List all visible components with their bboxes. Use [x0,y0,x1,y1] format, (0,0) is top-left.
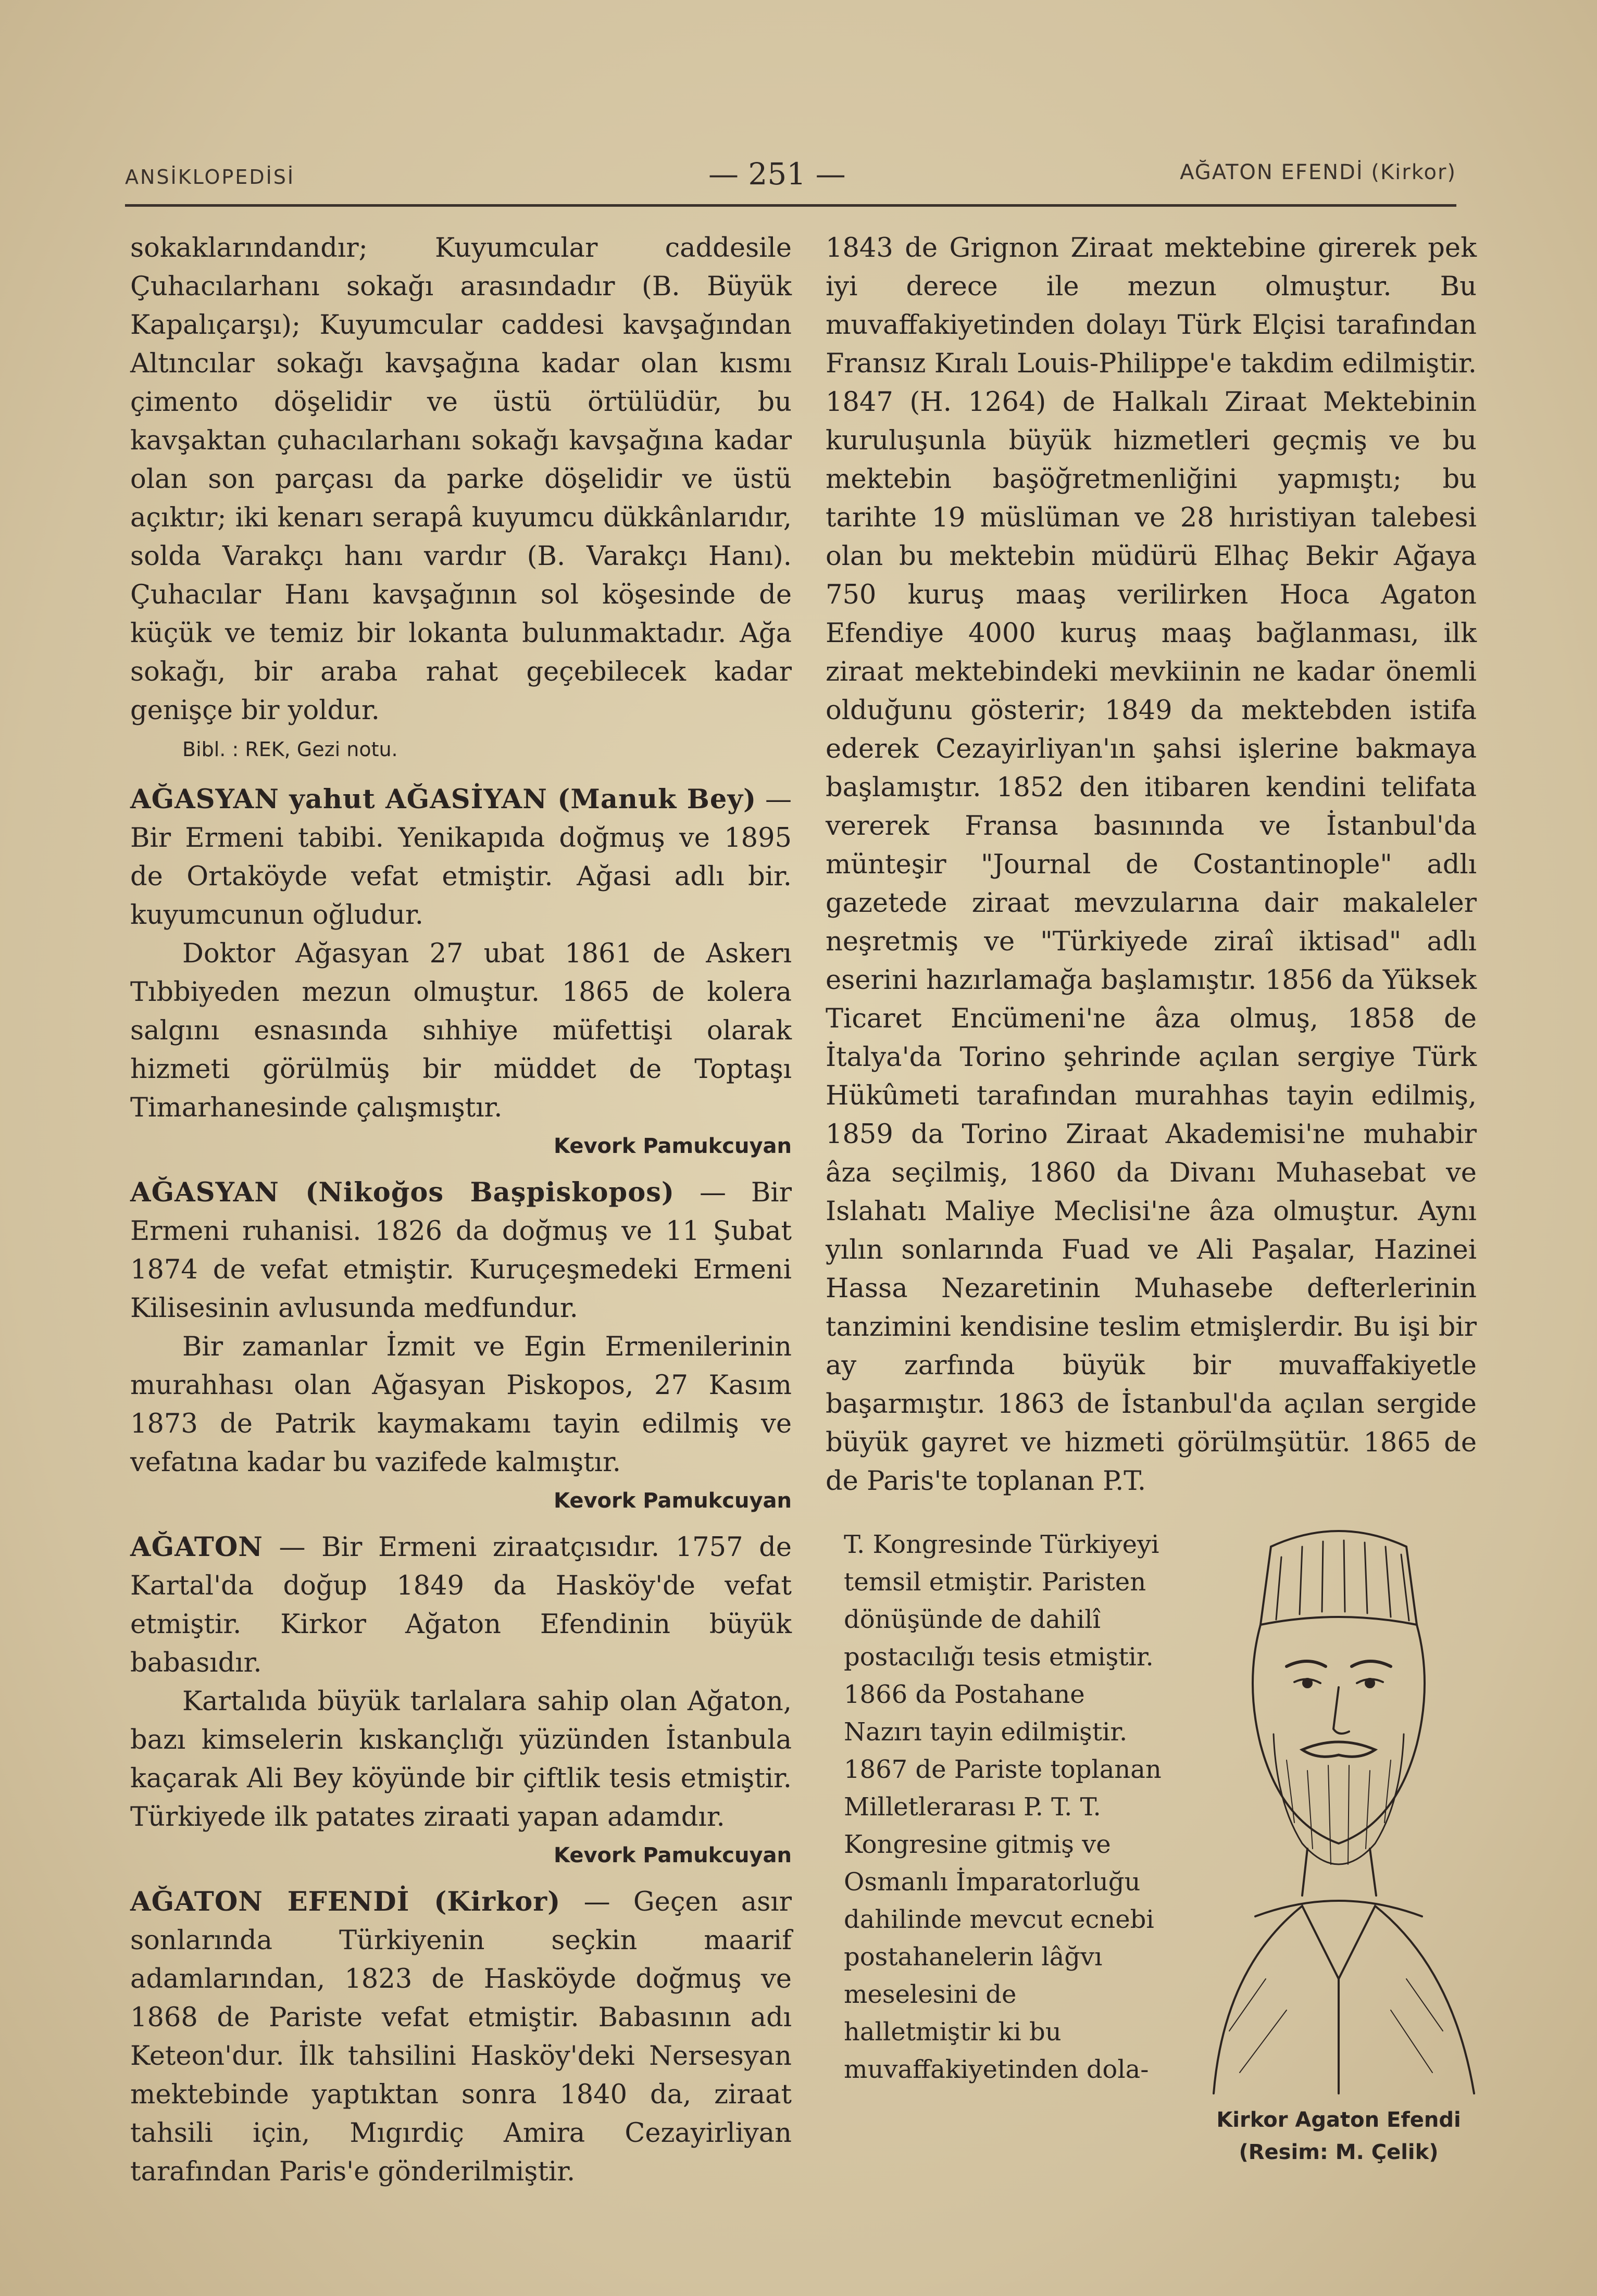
entry-agasyan-manuk [130,780,792,935]
entry-text: — Geçen asır sonlarında Türkiyenin seçkin maarif adamlarından, 1823 de Hasköyde doğmuş ve 1868 de Pariste vefat etmiştir. Babasının adı Keteon'dur. İlk tahsilini Hasköy'deki Nersesyan mektebinde yaptıktan sonra 1840 da, ziraat tahsili için, Mıgırdiç Amira Cezayirliyan tarafından Paris'e gönderilmiştir. [130,1887,792,2187]
header-rule [125,204,1456,207]
portrait-caption [1177,2104,1500,2168]
portrait-sketch-image [1182,1510,1495,2104]
right-column [826,229,1477,1501]
left-column [130,229,792,2191]
entry-text: — Bir Ermeni tabibi. Yenikapıda doğmuş ve 1895 de Ortaköyde vefat etmiştir. Ağasi adlı bir. kuyumcunun oğludur. [130,784,792,931]
entry-agasyan-nikogos [130,1173,792,1328]
author-signature: Kevork Pamukcuyan [554,1134,792,1158]
entry-heading: AĞATON EFENDİ (Kirkor) [130,1886,561,1917]
entry-heading: AĞASYAN yahut AĞASİYAN (Manuk Bey) [130,784,757,815]
entry-agaton [130,1528,792,1683]
right-column-narrow [844,1526,1167,2088]
entry-text: — Bir Ermeni ruhanisi. 1826 da doğmuş ve 11 Şubat 1874 de vefat etmiştir. Kuruçeşmedeki Ermeni Kilisesinin avlusunda medfundur. [130,1177,792,1324]
paragraph-street: sokaklarındandır; Kuyumcular caddesile Çuhacılarhanı sokağı arasındadır (B. Büyük Kapalıçarşı); Kuyumcular caddesi kavşağından Altıncılar sokağı kavşağına kadar olan kısmı çimento döşelidir ve üstü örtülüdür, bu kavşaktan çuhacılarhanı sokağı kavşağına kadar olan son parçası da parke döşelidir ve üstü açıktır; iki kenarı serapâ kuyumcu dükkânlarıdır, solda Varakçı hanı vardır (B. Varakçı Hanı). Çuhacılar Hanı kavşağının sol köşesinde de küçük ve temiz bir lokanta bulunmaktadır. Ağa sokağı, bir araba rahat geçebilecek kadar genişçe bir yoldur. [130,233,792,726]
header-left-title: ANSİKLOPEDİSİ [125,166,295,189]
header-right-title: AĞATON EFENDİ (Kirkor) [1180,160,1456,184]
caption-credit: (Resim: M. Çelik) [1239,2140,1439,2164]
running-header [125,156,1456,198]
paragraph-continued: T. Kongresinde Türkiyeyi temsil etmiştir. Paristen dönüşünde de dahilî postacılığı tesis etmiştir. 1866 da Postahane Nazırı tayin edilmiştir. 1867 de Pariste toplanan Milletlerarası P. T. T. Kongresine gitmiş ve Osmanlı İmparatorluğu dahilinde mevcut ecnebi postahanelerin lâğvı meselesini de halletmiştir ki bu muvaffakiyetinden dola- [844,1530,1162,2084]
page-number: — 251 — [708,156,846,192]
paragraph-continued: 1843 de Grignon Ziraat mektebine girerek pek iyi derece ile mezun olmuştur. Bu muvaffakiyetinden dolayı Türk Elçisi tarafından Fransız Kıralı Louis-Philippe'e takdim edilmiştir. 1847 (H. 1264) de Halkalı Ziraat Mektebinin kuruluşunla büyük hizmetleri geçmiş ve bu mektebin başöğretmenliğini yapmıştı; bu tarihte 19 müslüman ve 28 hıristiyan talebesi olan bu mektebin müdürü Elhaç Bekir Ağaya 750 kuruş maaş verilirken Hoca Agaton Efendiye 4000 kuruş maaş bağlanması, ilk ziraat mektebindeki mevkiinin ne kadar önemli olduğunu gösterir; 1849 da mektebden istifa ederek Cezayirliyan'ın şahsi işlerine bakmaya başlamıştır. 1852 den itibaren kendini telifata vererek Fransa basınında ve İstanbul'da münteşir "Journal de Costantinople" adlı gazetede ziraat mevzularına dair makaleler neşretmiş ve "Türkiyede ziraî iktisad" adlı eserini hazırlamağa başlamıştır. 1856 da Yüksek Ticaret Encümeni'ne âza olmuş, 1858 de İtalya'da Torino şehrinde açılan sergiye Türk Hükûmeti tarafından murahhas tayin edilmiş, 1859 da Torino Ziraat Akademisi'ne muhabir âza seçilmiş, 1860 da Divanı Muhasebat ve Islahatı Maliye Meclisi'ne âza olmuştur. Aynı yılın sonlarında Fuad ve Ali Paşalar, Hazinei Hassa Nezaretinin Muhasebe defterlerinin tanzimini kendisine teslim etmişlerdir. Bu işi bir ay zarfında büyük bir muvaffakiyetle başarmıştır. 1863 de İstanbul'da açılan sergide büyük gayret ve hizmeti görülmşütür. 1865 de de Paris'te toplanan P.T. [826,233,1477,1497]
paragraph: Kartalıda büyük tarlalara sahip olan Ağaton, bazı kimselerin kıskançlığı yüzünden İstanbula kaçarak Ali Bey köyünde bir çiftlik tesis etmiştir. Türkiyede ilk patates ziraati yapan adamdır. [130,1686,792,1833]
paragraph: Doktor Ağasyan 27 ubat 1861 de Askerı Tıbbiyeden mezun olmuştur. 1865 de kolera salgını esnasında sıhhiye müfettişi olarak hizmeti görülmüş bir müddet de Toptaşı Timarhanesinde çalışmıştır. [130,938,792,1123]
bibliography: Bibl. : REK, Gezi notu. [182,738,398,761]
entry-text: — Bir Ermeni ziraatçısıdır. 1757 de Kartal'da doğup 1849 da Hasköy'de vefat etmiştir. Kirkor Ağaton Efendinin büyük babasıdır. [130,1532,792,1678]
caption-name: Kirkor Agaton Efendi [1216,2108,1461,2132]
entry-heading: AĞASYAN (Nikoğos Başpiskopos) [130,1177,675,1208]
author-signature: Kevork Pamukcuyan [554,1489,792,1513]
entry-agaton-efendi [130,1883,792,2191]
author-signature: Kevork Pamukcuyan [554,1843,792,1867]
paragraph: Bir zamanlar İzmit ve Egin Ermenilerinin murahhası olan Ağasyan Piskopos, 27 Kasım 1873 de Patrik kaymakamı tayin edilmiş ve vefatına kadar bu vazifede kalmıştır. [130,1332,792,1478]
entry-heading: AĞATON [130,1532,263,1563]
